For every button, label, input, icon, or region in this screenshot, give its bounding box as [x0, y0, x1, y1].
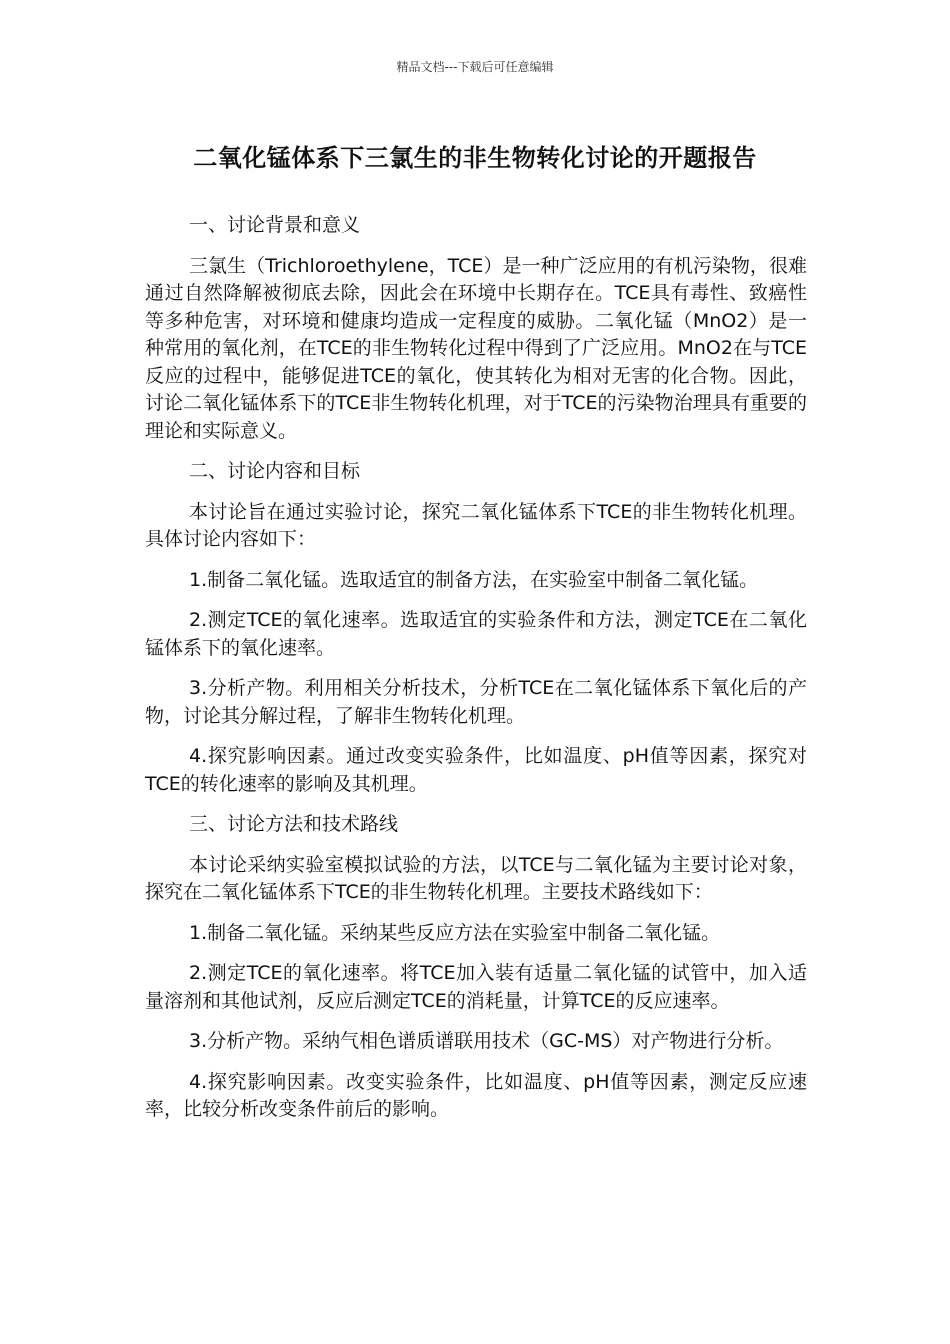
content-item: 1.制备二氧化锰。选取适宜的制备方法，在实验室中制备二氧化锰。 [189, 568, 759, 591]
header-note: 精品文档---下载后可任意编辑 [396, 60, 554, 74]
background-paragraph: 三氯生（Trichloroethylene，TCE）是一种广泛应用的有机污染物，很难通过自然降解被彻底去除，因此会在环境中长期存在。TCE具有毒性、致癌性等多种危害，对环境和健康均造成一定程度的威胁。二氧化锰（MnO2）是一种常用的氧化剂，在TCE的非生物转化过程中得到了广泛应用。MnO2在与TCE反应的过程中，能够促进TCE的氧化，使其转化为相对无害的化合物。因此，讨论二氧化锰体系下的TCE非生物转化机理，对于TCE的污染物治理具有重要的理论和实际意义。 [145, 254, 807, 442]
method-item: 2.测定TCE的氧化速率。将TCE加入装有适量二氧化锰的试管中，加入适量溶剂和其他试剂，反应后测定TCE的消耗量，计算TCE的反应速率。 [145, 962, 807, 1012]
content-intro-paragraph: 本讨论旨在通过实验讨论，探究二氧化锰体系下TCE的非生物转化机理。具体讨论内容如下： [145, 500, 807, 550]
content-item: 4.探究影响因素。通过改变实验条件，比如温度、pH值等因素，探究对TCE的转化速率的影响及其机理。 [145, 745, 807, 795]
content-item: 2.测定TCE的氧化速率。选取适宜的实验条件和方法，测定TCE在二氧化锰体系下的氧化速率。 [145, 609, 807, 659]
section-heading-method: 三、讨论方法和技术路线 [189, 813, 399, 835]
content-item: 3.分析产物。利用相关分析技术，分析TCE在二氧化锰体系下氧化后的产物，讨论其分解过程，了解非生物转化机理。 [145, 677, 807, 727]
method-intro-paragraph: 本讨论采纳实验室模拟试验的方法，以TCE与二氧化锰为主要讨论对象，探究在二氧化锰体系下TCE的非生物转化机理。主要技术路线如下： [145, 853, 807, 903]
document-title: 二氧化锰体系下三氯生的非生物转化讨论的开题报告 [193, 144, 757, 172]
method-item: 1.制备二氧化锰。采纳某些反应方法在实验室中制备二氧化锰。 [189, 921, 721, 944]
section-heading-background: 一、讨论背景和意义 [189, 214, 361, 236]
method-item: 3.分析产物。采纳气相色谱质谱联用技术（GC-MS）对产物进行分析。 [189, 1030, 784, 1052]
section-heading-content: 二、讨论内容和目标 [189, 460, 361, 482]
document-body [145, 212, 807, 1137]
method-item: 4.探究影响因素。改变实验条件，比如温度、pH值等因素，测定反应速率，比较分析改变条件前后的影响。 [145, 1070, 807, 1120]
